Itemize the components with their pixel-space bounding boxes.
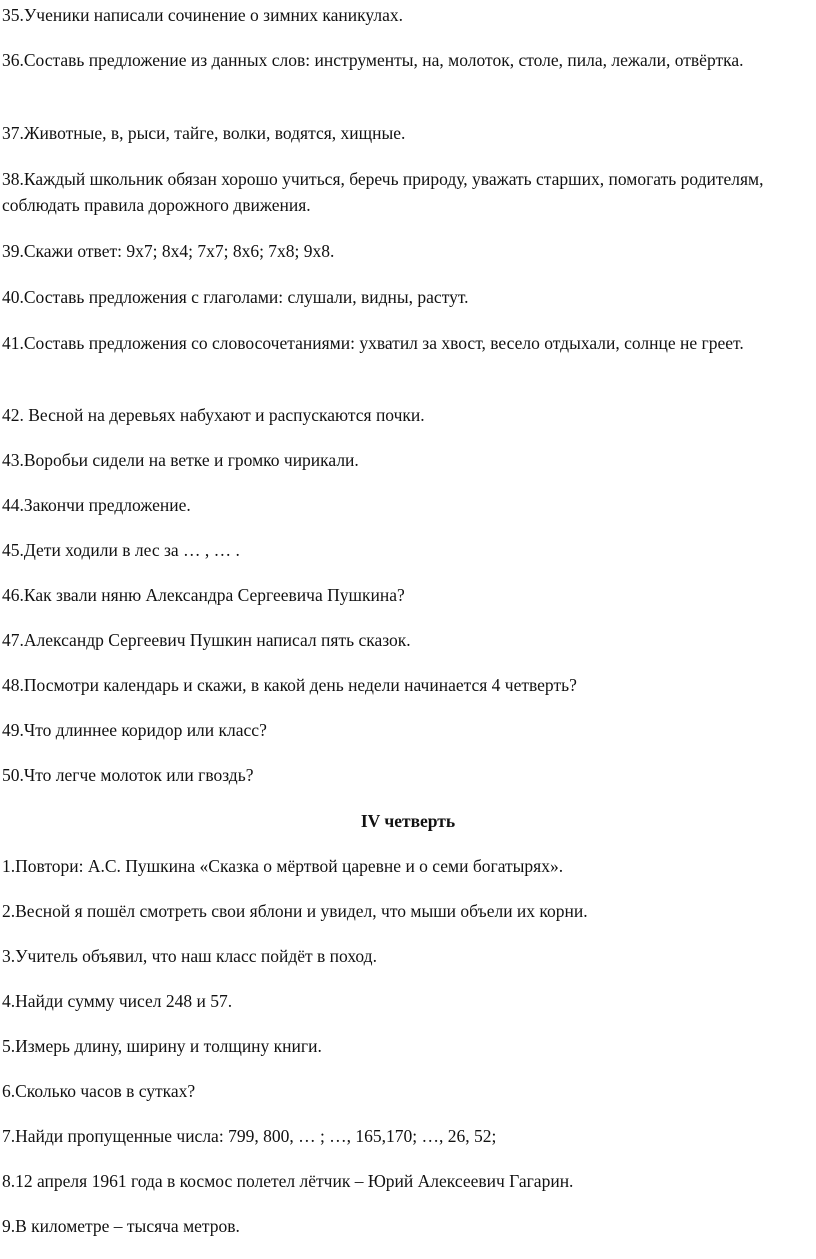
- item-44: 44.Закончи предложение.: [2, 495, 191, 515]
- item-iv-1: 1.Повтори: А.С. Пушкина «Сказка о мёртвой царевне и о семи богатырях».: [2, 856, 564, 876]
- item-iv-6: 6.Сколько часов в сутках?: [2, 1081, 196, 1101]
- item-37: 37.Животные, в, рыси, тайге, волки, водятся, хищные.: [2, 123, 406, 143]
- item-38: 38.Каждый школьник обязан хорошо учиться, беречь природу, уважать старших, помогать родителям, соблюдать правила дорожного движения.: [2, 169, 764, 215]
- item-iv-3: 3.Учитель объявил, что наш класс пойдёт в поход.: [2, 946, 377, 966]
- item-iv-5: 5.Измерь длину, ширину и толщину книги.: [2, 1036, 322, 1056]
- item-46: 46.Как звали няню Александра Сергеевича Пушкина?: [2, 585, 405, 605]
- item-43: 43.Воробьи сидели на ветке и громко чирикали.: [2, 450, 359, 470]
- item-48: 48.Посмотри календарь и скажи, в какой день недели начинается 4 четверть?: [2, 675, 577, 695]
- item-49: 49.Что длиннее коридор или класс?: [2, 720, 267, 740]
- item-36: 36.Составь предложение из данных слов: инструменты, на, молоток, столе, пила, лежали, отвёртка.: [2, 50, 744, 70]
- item-50: 50.Что легче молоток или гвоздь?: [2, 765, 254, 785]
- item-45: 45.Дети ходили в лес за … , … .: [2, 540, 240, 560]
- item-35: 35.Ученики написали сочинение о зимних каникулах.: [2, 5, 403, 25]
- item-iv-2: 2.Весной я пошёл смотреть свои яблони и увидел, что мыши объели их корни.: [2, 901, 588, 921]
- item-iv-4: 4.Найди сумму чисел 248 и 57.: [2, 991, 233, 1011]
- item-iv-9: 9.В километре – тысяча метров.: [2, 1216, 240, 1236]
- item-iv-8: 8.12 апреля 1961 года в космос полетел лётчик – Юрий Алексеевич Гагарин.: [2, 1171, 574, 1191]
- item-42: 42. Весной на деревьях набухают и распускаются почки.: [2, 405, 425, 425]
- item-39: 39.Скажи ответ: 9х7; 8х4; 7х7; 8х6; 7х8; 9х8.: [2, 241, 335, 261]
- item-40: 40.Составь предложения с глаголами: слушали, видны, растут.: [2, 287, 469, 307]
- section-heading: IV четверть: [360, 811, 456, 831]
- item-41: 41.Составь предложения со словосочетаниями: ухватил за хвост, весело отдыхали, солнце не греет.: [2, 333, 744, 353]
- item-47: 47.Александр Сергеевич Пушкин написал пять сказок.: [2, 630, 411, 650]
- item-iv-7: 7.Найди пропущенные числа: 799, 800, … ; …, 165,170; …, 26, 52;: [2, 1126, 497, 1146]
